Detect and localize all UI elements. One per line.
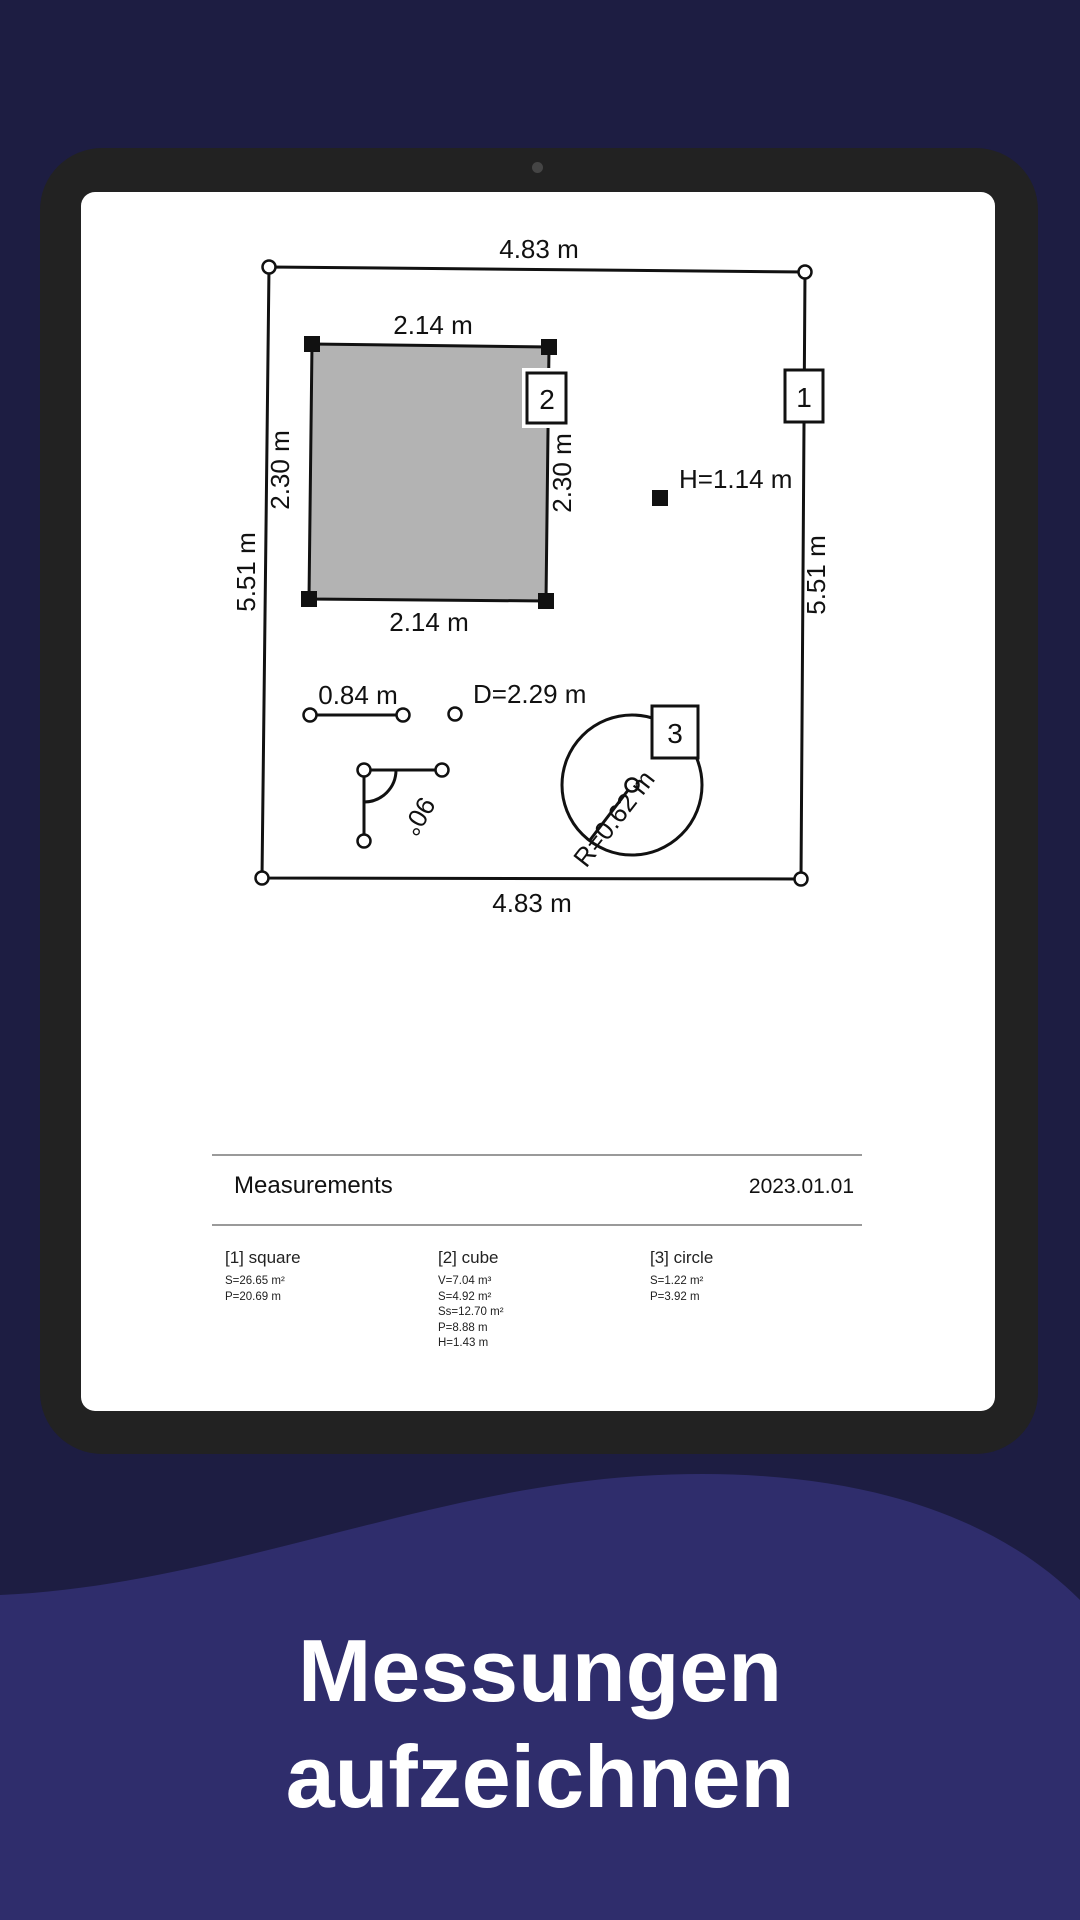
measurements-date: 2023.01.01: [748, 1175, 854, 1198]
room-corner-handle[interactable]: [799, 266, 812, 279]
column-header: [2] cube: [438, 1248, 499, 1267]
headline-line-1: Messungen: [297, 1621, 783, 1720]
measurement-value: P=20.69 m: [225, 1290, 281, 1303]
cube-right-length: 2.30 m: [547, 433, 577, 513]
segment-endpoint[interactable]: [304, 709, 317, 722]
column-header: [3] circle: [650, 1248, 714, 1267]
headline-line-2: aufzeichnen: [285, 1727, 795, 1826]
room-left-length: 5.51 m: [231, 532, 261, 612]
measurement-value: S=1.22 m²: [650, 1275, 704, 1287]
shape-tag-1-label: 1: [796, 382, 812, 413]
diameter-label: D=2.29 m: [473, 679, 587, 709]
room-corner-handle[interactable]: [256, 872, 269, 885]
cube-shape: [309, 344, 549, 601]
cube-corner-handle[interactable]: [541, 339, 557, 355]
angle-handle[interactable]: [358, 835, 371, 848]
measurement-column-cube: [438, 1248, 504, 1352]
measurement-value: P=3.92 m: [650, 1290, 700, 1303]
cube-corner-handle[interactable]: [304, 336, 320, 352]
measurement-column-square: [225, 1248, 301, 1305]
cube-corner-handle[interactable]: [538, 593, 554, 609]
measurements-title: Measurements: [234, 1172, 393, 1199]
tablet-screen: [81, 192, 995, 1411]
measurement-value: S=4.92 m²: [438, 1290, 492, 1303]
measurement-value: Ss=12.70 m²: [438, 1306, 504, 1318]
front-camera: [532, 162, 543, 173]
circle-radius-label: R=0.62 m: [567, 764, 661, 873]
segment-endpoint[interactable]: [397, 709, 410, 722]
angle-handle[interactable]: [358, 764, 371, 777]
height-point-handle[interactable]: [652, 490, 668, 506]
angle-label: 90°: [395, 791, 442, 842]
shape-tag-2-label: 2: [539, 384, 555, 415]
cube-top-length: 2.14 m: [393, 310, 473, 340]
promo-headline: [0, 1618, 1080, 1830]
measurement-value: H=1.43 m: [438, 1337, 489, 1349]
measurement-value: V=7.04 m³: [438, 1275, 492, 1287]
room-corner-handle[interactable]: [263, 261, 276, 274]
table-header-rule: [212, 1224, 862, 1226]
column-header: [1] square: [225, 1248, 301, 1267]
room-bottom-length: 4.83 m: [492, 888, 572, 918]
cube-bottom-length: 2.14 m: [389, 607, 469, 637]
room-corner-handle[interactable]: [795, 873, 808, 886]
table-top-rule: [212, 1154, 862, 1156]
shape-tag-3-label: 3: [667, 718, 683, 749]
measurement-value: S=26.65 m²: [225, 1275, 285, 1287]
cube-corner-handle[interactable]: [301, 591, 317, 607]
angle-handle[interactable]: [436, 764, 449, 777]
cube-left-length: 2.30 m: [265, 430, 295, 510]
diameter-point[interactable]: [449, 708, 462, 721]
room-top-length: 4.83 m: [499, 234, 579, 264]
room-right-length: 5.51 m: [801, 535, 831, 615]
floor-plan: [81, 192, 995, 1152]
cube-height-label: H=1.14 m: [679, 464, 793, 494]
segment-length: 0.84 m: [318, 680, 398, 710]
measurement-column-circle: [650, 1248, 713, 1305]
measurement-value: P=8.88 m: [438, 1321, 488, 1334]
